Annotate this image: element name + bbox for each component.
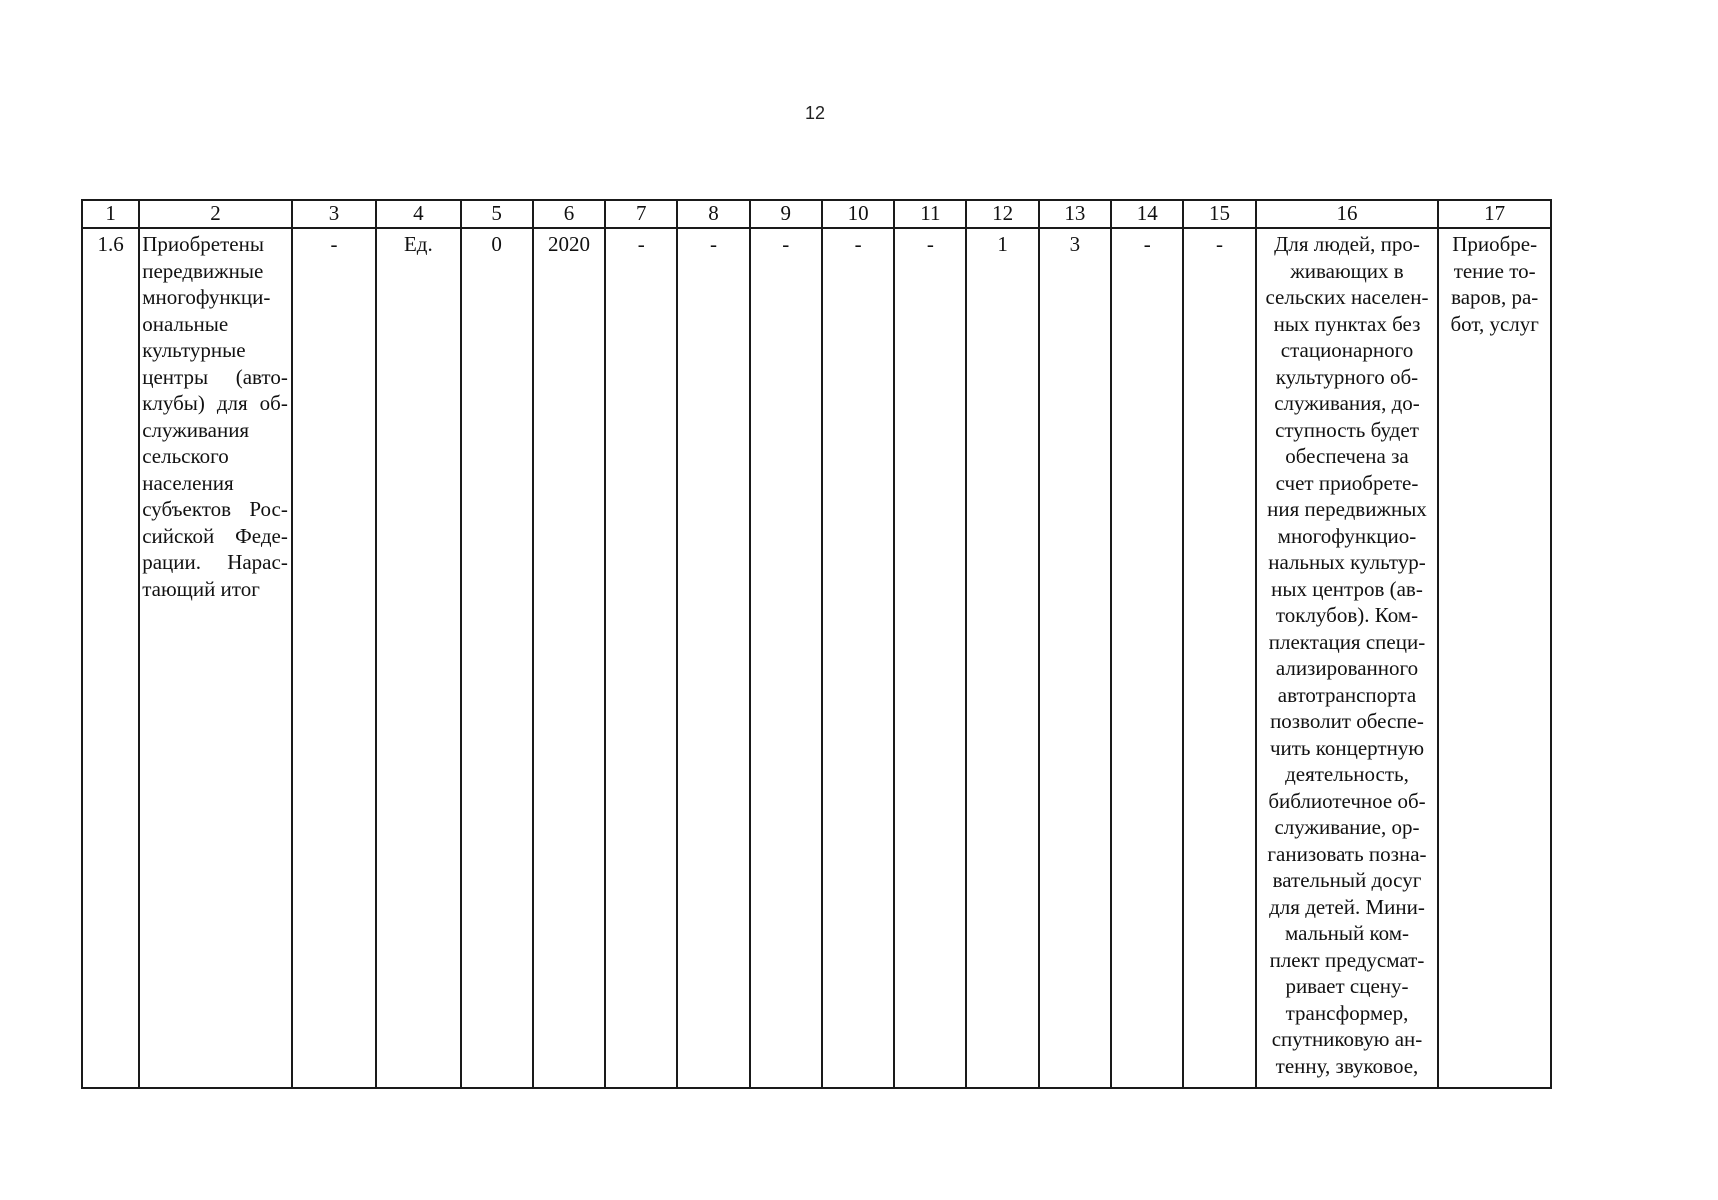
item-name-line: сийской Феде- [142, 523, 288, 548]
description-line: живающих в [1290, 258, 1404, 283]
data-cell: 3 [1039, 228, 1111, 1088]
procurement-type-line: бот, услуг [1450, 311, 1539, 336]
description-line: ривает сцену- [1285, 974, 1409, 998]
item-name-line: сельского [142, 444, 229, 468]
description-line: деятельность, [1285, 762, 1409, 786]
data-cell: 1 [966, 228, 1038, 1088]
description-line: тенну, звуковое, [1275, 1053, 1419, 1078]
header-cell: 6 [533, 200, 605, 228]
item-name-line: ональные [142, 311, 229, 336]
data-cell: - [1183, 228, 1255, 1088]
description-line: токлубов). Ком- [1275, 603, 1419, 627]
description-line: мальный ком- [1284, 921, 1409, 945]
procurement-type-line: тение то- [1453, 258, 1536, 283]
header-cell: 14 [1111, 200, 1183, 228]
document-table [81, 199, 1552, 1089]
description-line: стационарного [1280, 338, 1414, 362]
description-line: сельских населен- [1265, 285, 1429, 309]
header-cell: 3 [292, 200, 376, 228]
description-line: библиотечное об- [1268, 788, 1426, 813]
description-line: трансформер, [1285, 1000, 1409, 1025]
item-name-line: передвижные [142, 258, 264, 283]
description-line: обеспечена за [1285, 444, 1409, 468]
description-line: ступность будет [1275, 417, 1419, 442]
description-line: ных центров (ав- [1271, 576, 1423, 601]
data-cell: - [894, 228, 966, 1088]
description-line: культурного об- [1275, 364, 1419, 389]
description-line: позволит обеспе- [1270, 709, 1424, 733]
description-line: для детей. Мини- [1269, 894, 1425, 919]
item-name-line: культурные [142, 338, 246, 362]
description-line: Для людей, про- [1274, 232, 1420, 256]
description-line: спутниковую ан- [1271, 1027, 1423, 1051]
header-cell: 11 [894, 200, 966, 228]
data-cell: - [1111, 228, 1183, 1088]
procurement-type-line: Приобре- [1452, 232, 1538, 256]
procurement-type-cell [1438, 228, 1551, 1088]
header-cell: 5 [461, 200, 533, 228]
description-line: чить концертную [1269, 735, 1425, 760]
header-cell: 7 [605, 200, 677, 228]
header-cell: 13 [1039, 200, 1111, 228]
item-name-line: рации. Нарас- [142, 550, 288, 574]
description-line: ния передвижных [1267, 497, 1427, 521]
unit-cell: Ед. [376, 228, 460, 1088]
description-cell [1256, 228, 1439, 1088]
page-number: 12 [804, 103, 826, 123]
item-name-line: служивания [142, 417, 250, 442]
item-name-line: центры (авто- [142, 364, 288, 389]
description-line: многофункцио- [1277, 523, 1417, 548]
table-header-row [82, 200, 1551, 228]
description-line: служивание, ор- [1274, 815, 1420, 839]
table-row [82, 228, 1551, 1088]
header-cell: 1 [82, 200, 139, 228]
description-line: плектация специ- [1268, 629, 1426, 654]
description-line: вательный досуг [1272, 868, 1422, 892]
header-cell: 16 [1256, 200, 1439, 228]
item-name-line: субъектов Рос- [142, 497, 288, 521]
data-cell: - [677, 228, 749, 1088]
header-cell: 9 [750, 200, 822, 228]
header-cell: 10 [822, 200, 894, 228]
description-line: служивания, до- [1274, 391, 1420, 415]
data-cell: 0 [461, 228, 533, 1088]
header-cell: 2 [139, 200, 292, 228]
description-line: автотранспорта [1277, 682, 1417, 707]
header-cell: 4 [376, 200, 460, 228]
procurement-type-line: варов, ра- [1451, 285, 1539, 309]
description-line: ных пунктах без [1273, 311, 1421, 336]
header-cell: 15 [1183, 200, 1255, 228]
item-name-line: населения [142, 470, 234, 495]
data-cell: - [605, 228, 677, 1088]
item-number-cell: 1.6 [82, 228, 139, 1088]
description-line: нальных культур- [1268, 550, 1426, 574]
data-cell: - [750, 228, 822, 1088]
data-cell: - [292, 228, 376, 1088]
item-name-line: клубы) для об- [142, 391, 288, 415]
data-cell: - [822, 228, 894, 1088]
description-line: ганизовать позна- [1267, 841, 1427, 866]
item-name-cell [139, 228, 292, 1088]
year-cell: 2020 [533, 228, 605, 1088]
item-name-line: многофункци- [142, 285, 271, 309]
description-line: счет приобрете- [1275, 470, 1419, 495]
item-name-line: тающий итог [142, 576, 260, 601]
header-cell: 12 [966, 200, 1038, 228]
item-name-line: Приобретены [142, 232, 264, 256]
header-cell: 17 [1438, 200, 1551, 228]
description-line: плект предусмат- [1269, 947, 1425, 972]
header-cell: 8 [677, 200, 749, 228]
description-line: ализированного [1275, 656, 1419, 680]
